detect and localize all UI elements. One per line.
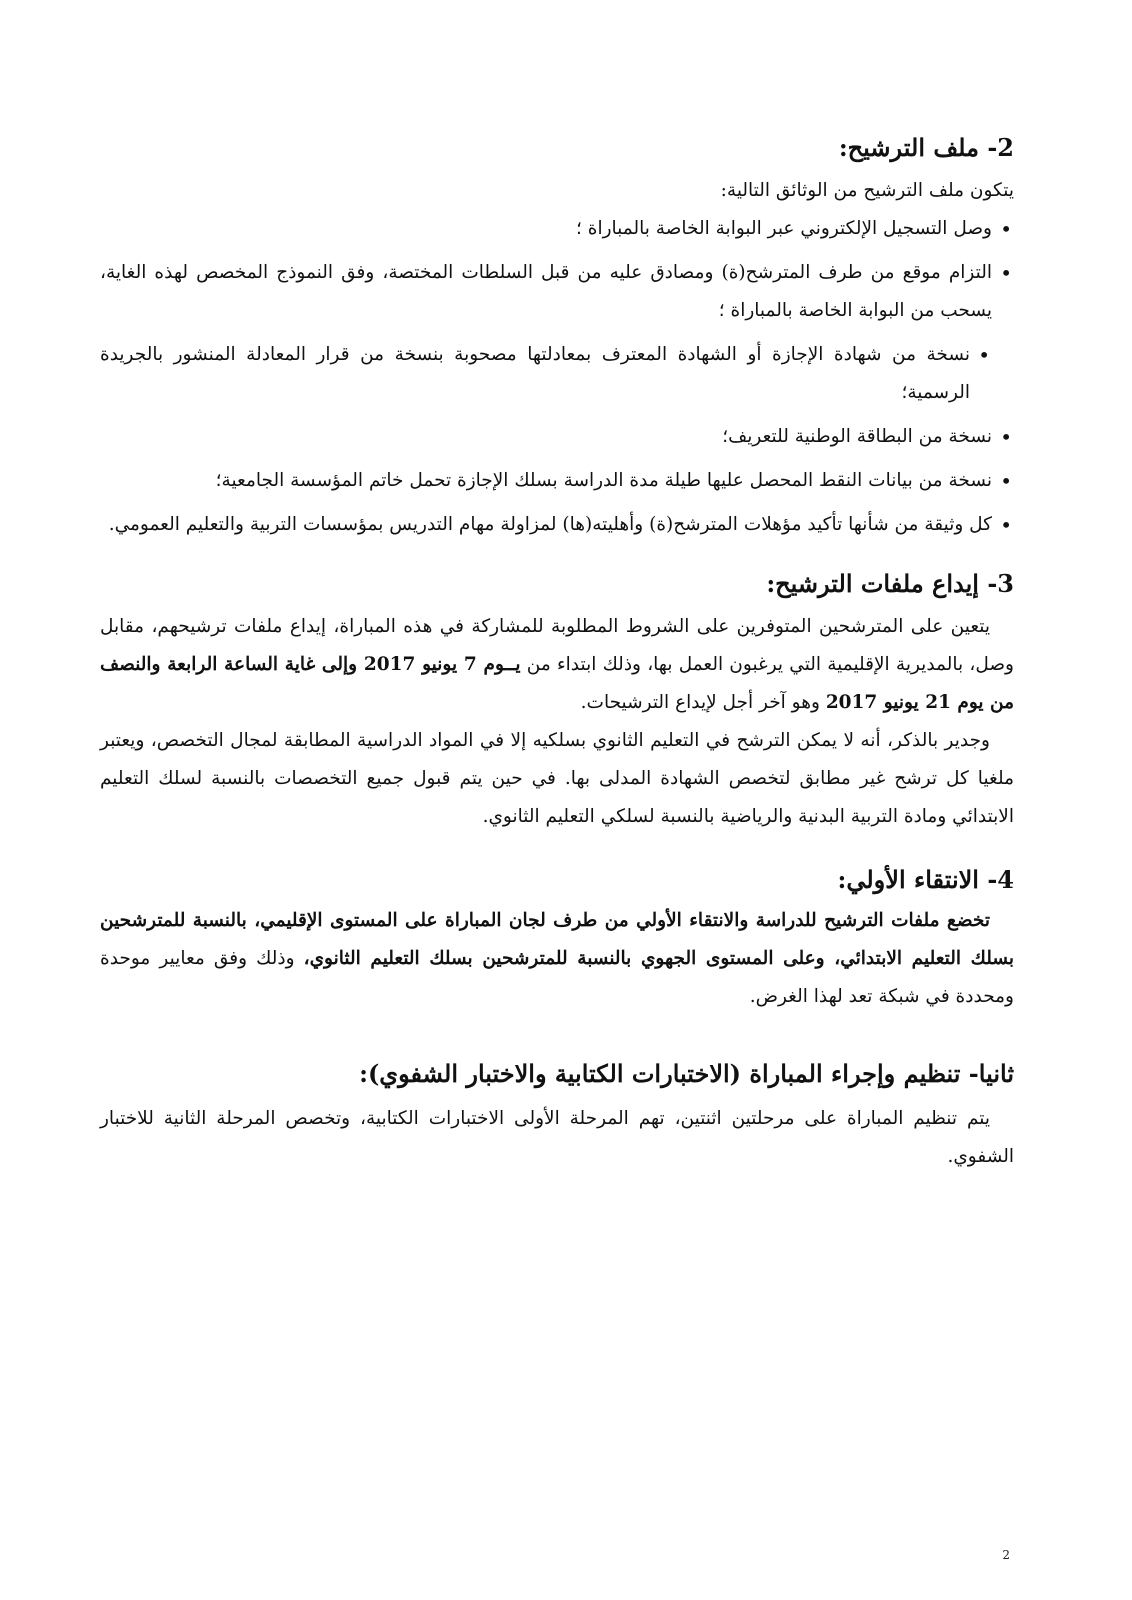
list-item: • نسخة من بيانات النقط المحصل عليها طيلة مدة الدراسة بسلك الإجازة تحمل خاتم المؤسسة الجامعية؛ — [100, 462, 1014, 500]
submission-deadline: يــوم 7 يونيو 2017 وإلى غاية الساعة الرابعة والنصف من يوم 21 يونيو 2017 — [100, 654, 1014, 713]
exam-organization-paragraph: يتم تنظيم المباراة على مرحلتين اثنتين، تهم المرحلة الأولى الاختبارات الكتابية، وتخصص المرحلة الثانية للاختبار الشفوي. — [100, 1108, 1014, 1167]
list-item: • نسخة من البطاقة الوطنية للتعريف؛ — [100, 418, 1014, 456]
required-documents-list — [100, 210, 1014, 544]
specialization-note-paragraph: وجدير بالذكر، أنه لا يمكن الترشح في التعليم الثانوي بسلكيه إلا في المواد الدراسية المطابقة لمجال التخصص، ويعتبر ملغيا كل ترشح غير مطابق لتخصص الشهادة المدلى بها. في حين يتم قبول جميع التخصصات بالنسبة لسلك التعليم الابتدائي ومادة التربية البدنية والرياضية بالنسبة لسلكي التعليم الثانوي. — [100, 730, 1014, 827]
section-heading-candidacy-file: 2- ملف الترشيح: — [838, 133, 1014, 162]
page-number: 2 — [1002, 1548, 1010, 1562]
list-item: • نسخة من شهادة الإجازة أو الشهادة المعترف بمعادلتها مصحوبة بنسخة من قرار المعادلة المنشور بالجريدة الرسمية؛ — [100, 336, 1014, 412]
list-item: • التزام موقع من طرف المترشح(ة) ومصادق عليه من قبل السلطات المختصة، وفق النموذج المخصص لهذه الغاية، يسحب من البوابة الخاصة بالمباراة ؛ — [100, 254, 1014, 330]
candidacy-file-intro: يتكون ملف الترشيح من الوثائق التالية: — [720, 180, 1014, 201]
list-item: • وصل التسجيل الإلكتروني عبر البوابة الخاصة بالمباراة ؛ — [100, 210, 1014, 248]
section-heading-preselection: 4- الانتقاء الأولي: — [837, 865, 1014, 894]
page-content — [100, 128, 1014, 1176]
submission-text-start: يتعين على المترشحين المتوفرين على الشروط المطلوبة للمشاركة في هذه المباراة، إيداع ملفات ترشيحهم، مقابل وصل، بالمديرية الإقليمية التي يرغبون العمل بها، وذلك ابتداء من — [100, 616, 1014, 675]
section-heading-file-submission: 3- إيداع ملفات الترشيح: — [766, 569, 1014, 598]
preselection-text-end: وذلك وفق معايير موحدة ومحددة في شبكة تعد لهذا الغرض. — [100, 948, 1014, 1007]
submission-text-end: وهو آخر أجل لإيداع الترشيحات. — [580, 692, 826, 713]
section-heading-exam-organization: ثانيا- تنظيم وإجراء المباراة (الاختبارات الكتابية والاختبار الشفوي): — [359, 1059, 1014, 1088]
submission-paragraph — [100, 608, 1014, 722]
preselection-bold-text: تخضع ملفات الترشيح للدراسة والانتقاء الأولي من طرف لجان المباراة على المستوى الإقليمي، بالنسبة للمترشحين بسلك التعليم الابتدائي، وعلى المستوى الجهوي بالنسبة للمترشحين بسلك التعليم الثانوي، — [100, 910, 1014, 969]
list-item: • كل وثيقة من شأنها تأكيد مؤهلات المترشح(ة) وأهليته(ها) لمزاولة مهام التدريس بمؤسسات التربية والتعليم العمومي. — [100, 506, 1014, 544]
preselection-paragraph — [100, 902, 1014, 1016]
